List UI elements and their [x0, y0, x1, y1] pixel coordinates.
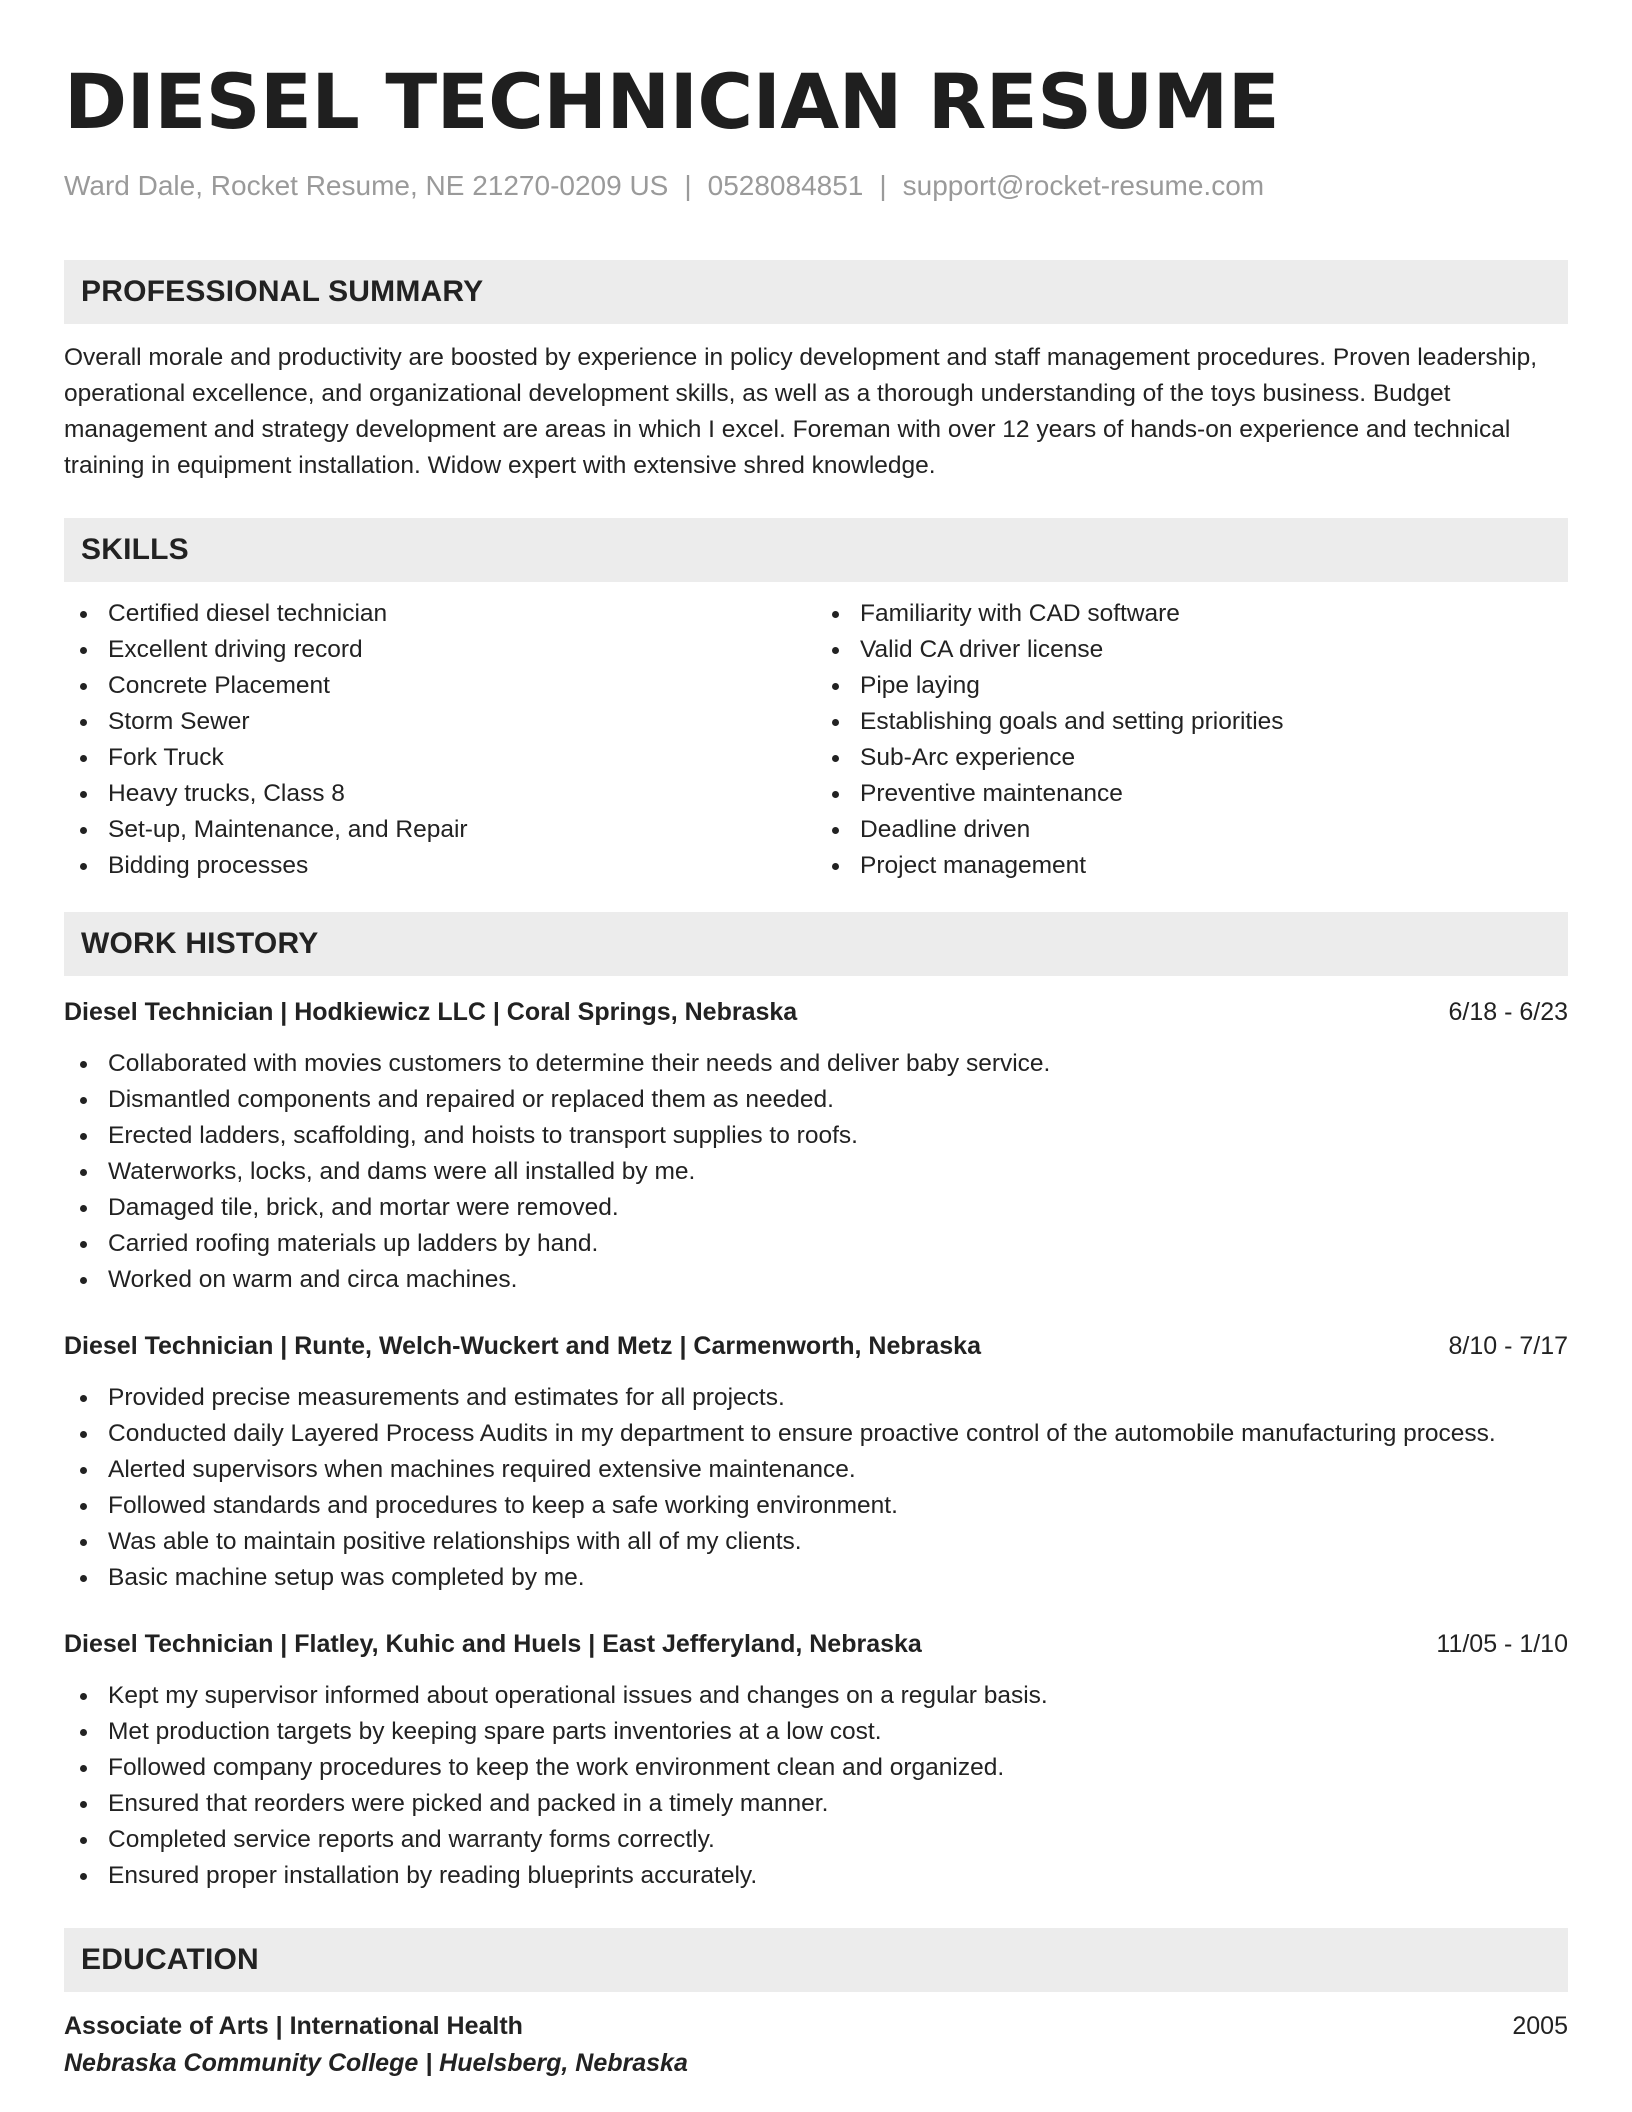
job-bullets	[64, 1046, 1568, 1298]
job-bullet: Was able to maintain positive relationships with all of my clients.	[64, 1524, 1568, 1560]
skill-item: Familiarity with CAD software	[816, 596, 1568, 632]
resume-title: DIESEL TECHNICIAN RESUME	[64, 57, 1280, 146]
skill-item: Excellent driving record	[64, 632, 816, 668]
job-bullet: Followed standards and procedures to keep a safe working environment.	[64, 1488, 1568, 1524]
contact-separator: |	[684, 170, 692, 201]
job-bullet: Ensured that reorders were picked and packed in a timely manner.	[64, 1786, 1568, 1822]
contact-line	[64, 168, 1568, 204]
skill-item: Set-up, Maintenance, and Repair	[64, 812, 816, 848]
job-bullet: Erected ladders, scaffolding, and hoists to transport supplies to roofs.	[64, 1118, 1568, 1154]
contact-phone: 0528084851	[707, 170, 864, 201]
job-bullet: Followed company procedures to keep the work environment clean and organized.	[64, 1750, 1568, 1786]
job-bullets	[64, 1678, 1568, 1894]
skill-item: Concrete Placement	[64, 668, 816, 704]
skill-item: Establishing goals and setting priorities	[816, 704, 1568, 740]
skill-item: Bidding processes	[64, 848, 816, 884]
skill-item: Fork Truck	[64, 740, 816, 776]
job-entry	[64, 1328, 1568, 1596]
job-bullet: Kept my supervisor informed about operational issues and changes on a regular basis.	[64, 1678, 1568, 1714]
job-bullet: Provided precise measurements and estimates for all projects.	[64, 1380, 1568, 1416]
job-bullet: Dismantled components and repaired or replaced them as needed.	[64, 1082, 1568, 1118]
skills-grid	[64, 596, 1568, 884]
skill-item: Valid CA driver license	[816, 632, 1568, 668]
job-title: Diesel Technician | Hodkiewicz LLC | Coral Springs, Nebraska	[64, 998, 798, 1026]
skills-list-right	[816, 596, 1568, 884]
contact-separator: |	[879, 170, 887, 201]
section-header-summary: PROFESSIONAL SUMMARY	[64, 260, 1568, 324]
skill-item: Project management	[816, 848, 1568, 884]
job-header	[64, 1626, 1568, 1662]
job-title: Diesel Technician | Flatley, Kuhic and Huels | East Jefferyland, Nebraska	[64, 1630, 922, 1658]
skill-item: Deadline driven	[816, 812, 1568, 848]
job-dates: 8/10 - 7/17	[1448, 1332, 1568, 1360]
job-bullet: Completed service reports and warranty forms correctly.	[64, 1822, 1568, 1858]
education-year: 2005	[1512, 2012, 1568, 2040]
job-header	[64, 1328, 1568, 1364]
education-entry	[64, 2008, 1568, 2082]
skill-item: Sub-Arc experience	[816, 740, 1568, 776]
section-header-work-history: WORK HISTORY	[64, 912, 1568, 976]
job-bullet: Waterworks, locks, and dams were all installed by me.	[64, 1154, 1568, 1190]
job-bullet: Basic machine setup was completed by me.	[64, 1560, 1568, 1596]
job-title: Diesel Technician | Runte, Welch-Wuckert and Metz | Carmenworth, Nebraska	[64, 1332, 981, 1360]
job-entry	[64, 994, 1568, 1298]
job-bullet: Carried roofing materials up ladders by hand.	[64, 1226, 1568, 1262]
job-dates: 11/05 - 1/10	[1436, 1630, 1568, 1658]
skills-list-left	[64, 596, 816, 884]
job-bullet: Ensured proper installation by reading blueprints accurately.	[64, 1858, 1568, 1894]
skill-item: Certified diesel technician	[64, 596, 816, 632]
section-header-education: EDUCATION	[64, 1928, 1568, 1992]
summary-text: Overall morale and productivity are boosted by experience in policy development and staff management procedures. Proven leadership, operational excellence, and organizational development skills, as well as a thorough understanding of the toys business. Budget management and strategy development are areas in which I excel. Foreman with over 12 years of hands-on experience and technical training in equipment installation. Widow expert with extensive shred knowledge.	[64, 344, 1538, 479]
job-entry	[64, 1626, 1568, 1894]
contact-address: Ward Dale, Rocket Resume, NE 21270-0209 US	[64, 170, 669, 201]
job-bullet: Damaged tile, brick, and mortar were removed.	[64, 1190, 1568, 1226]
job-dates: 6/18 - 6/23	[1448, 998, 1568, 1026]
job-bullet: Worked on warm and circa machines.	[64, 1262, 1568, 1298]
education-degree: Associate of Arts | International Health	[64, 2012, 523, 2040]
job-bullet: Met production targets by keeping spare parts inventories at a low cost.	[64, 1714, 1568, 1750]
section-header-skills: SKILLS	[64, 518, 1568, 582]
education-school: Nebraska Community College | Huelsberg, Nebraska	[64, 2049, 688, 2077]
skill-item: Storm Sewer	[64, 704, 816, 740]
job-bullet: Conducted daily Layered Process Audits in my department to ensure proactive control of the automobile manufacturing process.	[64, 1416, 1568, 1452]
skill-item: Preventive maintenance	[816, 776, 1568, 812]
job-header	[64, 994, 1568, 1030]
education-header	[64, 2008, 1568, 2044]
contact-email: support@rocket-resume.com	[902, 170, 1265, 201]
job-bullet: Collaborated with movies customers to determine their needs and deliver baby service.	[64, 1046, 1568, 1082]
skill-item: Heavy trucks, Class 8	[64, 776, 816, 812]
skill-item: Pipe laying	[816, 668, 1568, 704]
job-bullets	[64, 1380, 1568, 1596]
job-bullet: Alerted supervisors when machines required extensive maintenance.	[64, 1452, 1568, 1488]
